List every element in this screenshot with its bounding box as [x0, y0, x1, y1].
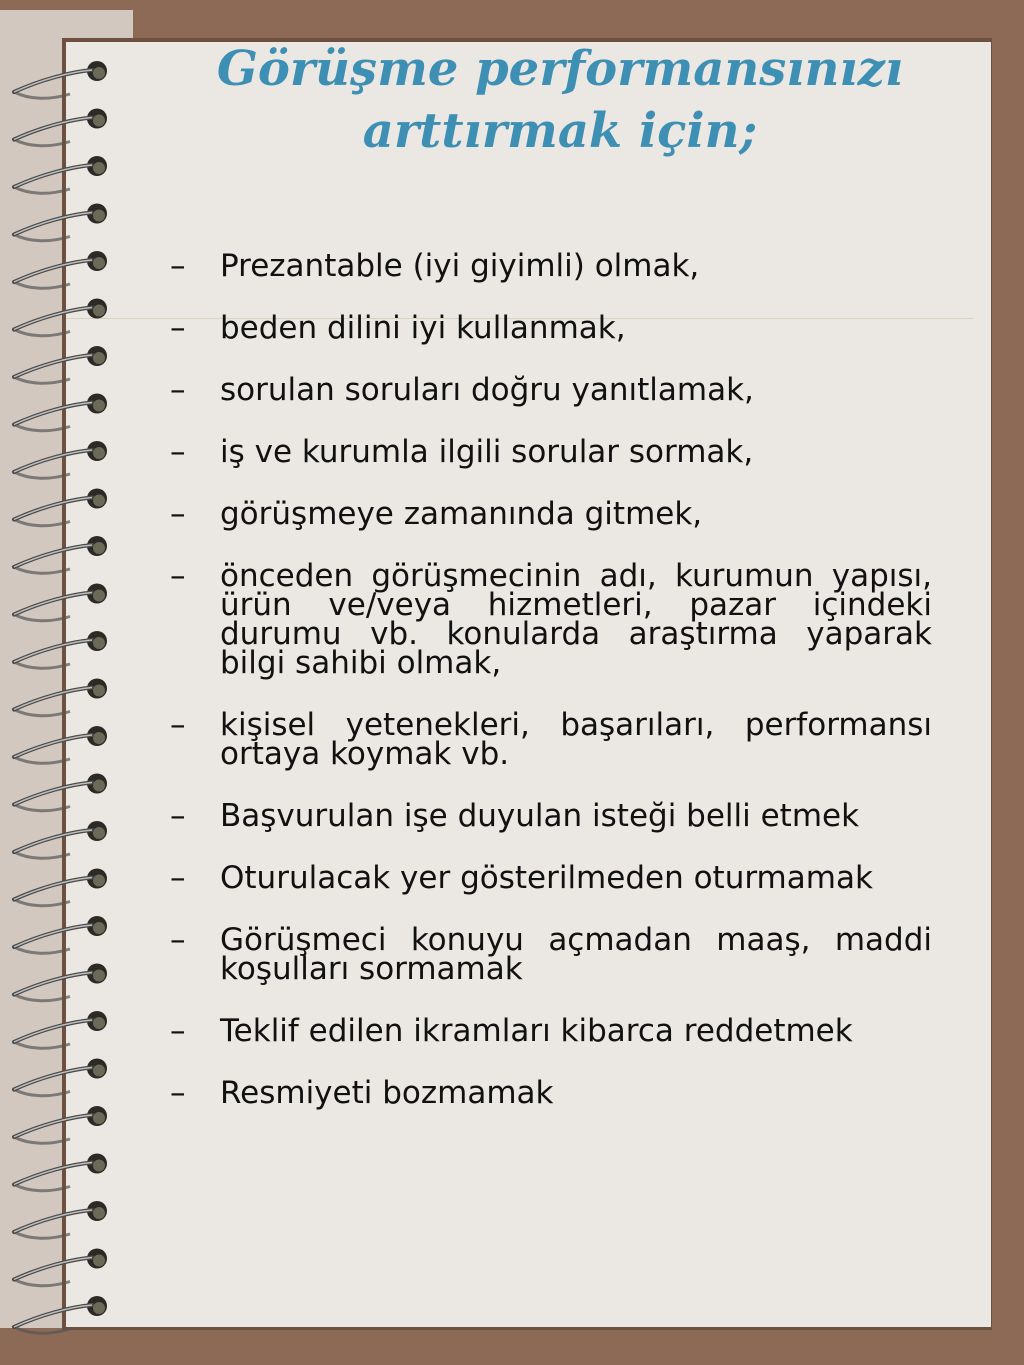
bullet-dash: – — [170, 798, 186, 834]
spiral-ring — [14, 916, 107, 953]
list-item — [170, 707, 932, 772]
list-item-text: Prezantable (iyi giyimli) olmak, — [220, 248, 700, 284]
spiral-ring — [14, 1011, 107, 1048]
spiral-ring — [14, 1201, 107, 1238]
spiral-ring — [14, 489, 107, 526]
bullet-list — [170, 248, 932, 1141]
spiral-ring — [14, 1296, 107, 1333]
spiral-ring — [14, 1106, 107, 1143]
bullet-dash: – — [170, 372, 186, 408]
bullet-dash: – — [170, 860, 186, 896]
bullet-dash: – — [170, 310, 186, 346]
list-item — [170, 798, 932, 834]
list-item-text: Oturulacak yer gösterilmeden oturmamak — [220, 860, 873, 896]
spiral-ring — [14, 631, 107, 668]
bullet-dash: – — [170, 496, 186, 532]
list-item — [170, 922, 932, 987]
spiral-ring — [14, 109, 107, 146]
list-item — [170, 496, 932, 532]
spiral-binding — [0, 0, 130, 1365]
spiral-ring — [14, 251, 107, 288]
list-item-text: iş ve kurumla ilgili sorular sormak, — [220, 434, 754, 470]
spiral-ring — [14, 1059, 107, 1096]
list-item-text: sorulan soruları doğru yanıtlamak, — [220, 372, 754, 408]
list-item-text: Resmiyeti bozmamak — [220, 1075, 554, 1111]
list-item-text: önceden görüşmecinin adı, kurumun yapısı, ürün ve/veya hizmetleri, pazar içindeki durumu vb. konularda araştırma yaparak bilgi sahibi olmak, — [220, 558, 932, 681]
list-item-text: kişisel yetenekleri, başarıları, performansı ortaya koymak vb. — [220, 707, 932, 772]
bullet-dash: – — [170, 707, 186, 743]
bullet-dash: – — [170, 1075, 186, 1111]
list-item — [170, 434, 932, 470]
list-item — [170, 1013, 932, 1049]
bullet-dash: – — [170, 248, 186, 284]
title-line-2: arttırmak için; — [362, 103, 758, 159]
bullet-dash: – — [170, 558, 186, 594]
spiral-ring — [14, 726, 107, 763]
title-line-1: Görüşme performansınızı — [216, 41, 904, 97]
spiral-ring — [14, 1249, 107, 1286]
list-item — [170, 248, 932, 284]
list-item — [170, 558, 932, 681]
spiral-ring — [14, 774, 107, 811]
list-item — [170, 860, 932, 896]
spiral-ring — [14, 204, 107, 241]
spiral-ring — [14, 394, 107, 431]
spiral-ring — [14, 536, 107, 573]
spiral-ring — [14, 299, 107, 336]
list-item — [170, 310, 932, 346]
bullet-dash: – — [170, 434, 186, 470]
spiral-ring — [14, 821, 107, 858]
page-title — [180, 38, 940, 162]
list-item — [170, 372, 932, 408]
bullet-dash: – — [170, 922, 186, 958]
spiral-ring — [14, 869, 107, 906]
list-item — [170, 1075, 932, 1111]
list-item-text: Teklif edilen ikramları kibarca reddetmek — [220, 1013, 853, 1049]
spiral-ring — [14, 156, 107, 193]
bullet-dash: – — [170, 1013, 186, 1049]
list-item-text: görüşmeye zamanında gitmek, — [220, 496, 703, 532]
spiral-ring — [14, 346, 107, 383]
spiral-ring — [14, 964, 107, 1001]
spiral-ring — [14, 61, 107, 98]
spiral-ring — [14, 1154, 107, 1191]
list-item-text: beden dilini iyi kullanmak, — [220, 310, 626, 346]
list-item-text: Başvurulan işe duyulan isteği belli etmek — [220, 798, 860, 834]
spiral-ring — [14, 679, 107, 716]
spiral-ring — [14, 441, 107, 478]
spiral-ring — [14, 584, 107, 621]
list-item-text: Görüşmeci konuyu açmadan maaş, maddi koşulları sormamak — [220, 922, 932, 987]
